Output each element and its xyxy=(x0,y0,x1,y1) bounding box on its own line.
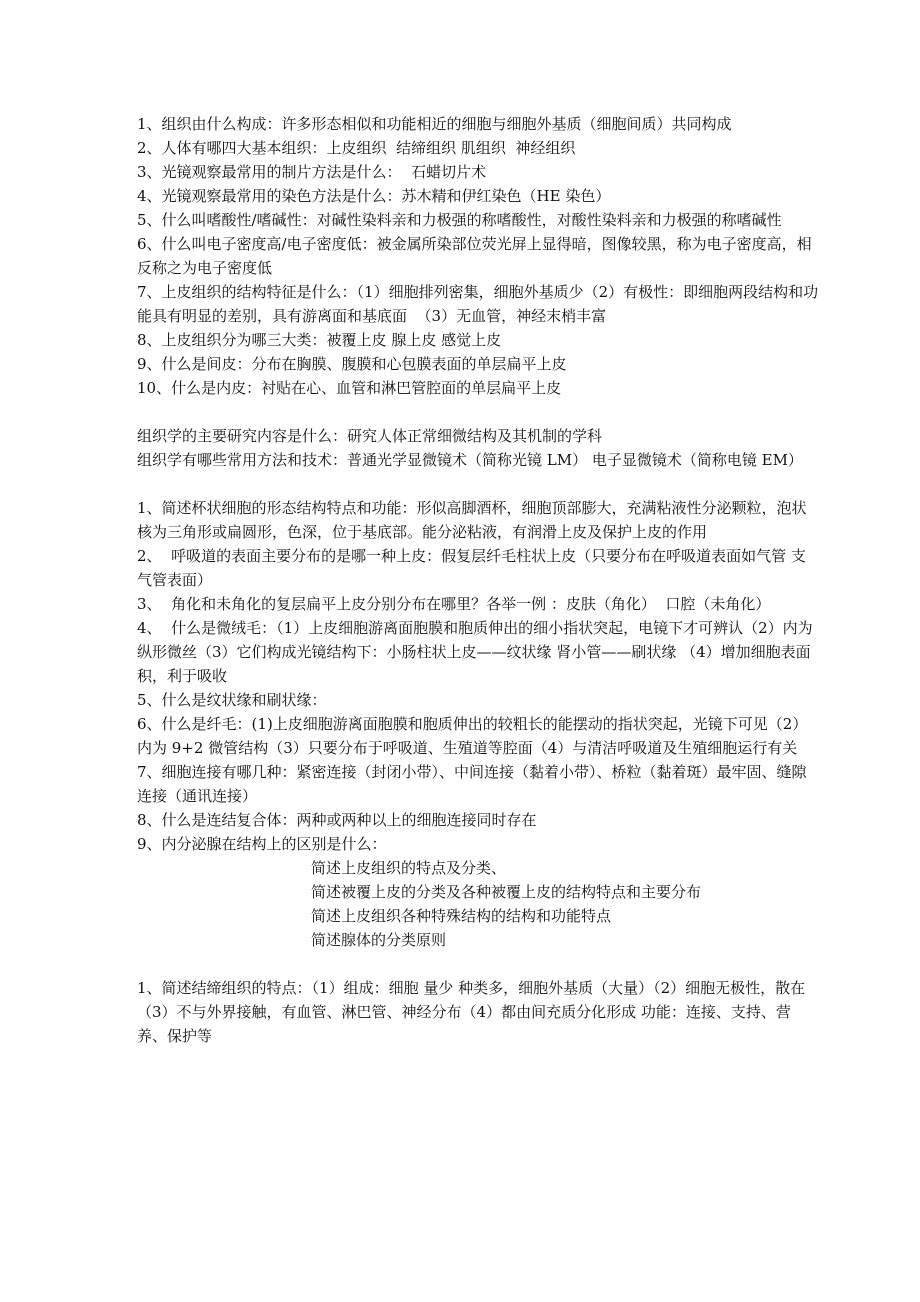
paragraph: 9、什么是间皮：分布在胸膜、腹膜和心包膜表面的单层扁平上皮 xyxy=(137,355,567,373)
paragraph: 2、 呼吸道的表面主要分布的是哪一种上皮：假复层纤毛柱状上皮（只要分布在呼吸道表面如气管 支气管表面） xyxy=(137,547,806,589)
section-epithelium-questions xyxy=(137,496,820,952)
paragraph: 2、人体有哪四大基本组织：上皮组织 结缔组织 肌组织 神经组织 xyxy=(137,139,576,157)
paragraph: 5、什么是纹状缘和刷状缘： xyxy=(137,691,327,709)
blank-line xyxy=(137,472,820,496)
paragraph: 8、上皮组织分为哪三大类：被覆上皮 腺上皮 感觉上皮 xyxy=(137,331,502,349)
paragraph: 7、上皮组织的结构特征是什么：（1）细胞排列密集，细胞外基质少（2）有极性：即细胞两段结构和功能具有明显的差别，具有游离面和基底面 （3）无血管，神经末梢丰富 xyxy=(137,283,819,325)
paragraph: 1、简述结缔组织的特点：（1）组成：细胞 量少 种类多，细胞外基质（大量）（2）细胞无极性，散在（3）不与外界接触，有血管、淋巴管、神经分布（4）都由间充质分化形成 功能：连接、支持、营养、保护等 xyxy=(137,979,806,1045)
indented-question: 简述上皮组织各种特殊结构的结构和功能特点 xyxy=(311,907,612,925)
section-connective-tissue xyxy=(137,976,820,1048)
paragraph: 1、组织由什么构成：许多形态相似和功能相近的细胞与细胞外基质（细胞间质）共同构成 xyxy=(137,115,732,133)
section-histology-overview xyxy=(137,424,820,472)
indented-question: 简述腺体的分类原则 xyxy=(311,931,447,949)
blank-line xyxy=(137,952,820,976)
paragraph: 组织学有哪些常用方法和技术：普通光学显微镜术（简称光镜 LM） 电子显微镜术（简称电镜 EM） xyxy=(137,451,803,469)
paragraph: 9、内分泌腺在结构上的区别是什么： xyxy=(137,835,387,853)
paragraph: 3、光镜观察最常用的制片方法是什么： 石蜡切片术 xyxy=(137,163,487,181)
paragraph: 6、什么是纤毛：(1)上皮细胞游离面胞膜和胞质伸出的较粗长的能摆动的指状突起，光镜下可见（2）内为 9+2 微管结构（3）只要分布于呼吸道、生殖道等腔面（4）与清洁呼吸道及生殖细胞运行有关 xyxy=(137,715,808,757)
paragraph: 6、什么叫电子密度高/电子密度低：被金属所染部位荧光屏上显得暗，图像较黑，称为电子密度高，相反称之为电子密度低 xyxy=(137,235,812,277)
paragraph: 7、细胞连接有哪几种：紧密连接（封闭小带）、中间连接（黏着小带）、桥粒（黏着斑）最牢固、缝隙连接（通讯连接） xyxy=(137,763,807,805)
paragraph: 5、什么叫嗜酸性/嗜碱性：对碱性染料亲和力极强的称嗜酸性，对酸性染料亲和力极强的称嗜碱性 xyxy=(137,211,782,229)
section-basic-concepts xyxy=(137,112,820,400)
paragraph: 1、简述杯状细胞的形态结构特点和功能：形似高脚酒杯，细胞顶部膨大，充满粘液性分泌颗粒，泡状 核为三角形或扁圆形，色深，位于基底部。能分泌粘液，有润滑上皮及保护上皮的作用 xyxy=(137,499,812,541)
paragraph: 4、 什么是微绒毛：（1）上皮细胞游离面胞膜和胞质伸出的细小指状突起，电镜下才可辨认（2）内为纵形微丝（3）它们构成光镜结构下：小肠柱状上皮——纹状缘 肾小管——刷状缘 （4）增加细胞表面积，利于吸收 xyxy=(137,619,813,685)
indented-question: 简述上皮组织的特点及分类、 xyxy=(311,859,507,877)
paragraph: 8、什么是连结复合体：两种或两种以上的细胞连接同时存在 xyxy=(137,811,537,829)
paragraph: 3、 角化和未角化的复层扁平上皮分别分布在哪里？各举一例 ：皮肤（角化） 口腔（未角化） xyxy=(137,595,771,613)
paragraph: 组织学的主要研究内容是什么：研究人体正常细微结构及其机制的学科 xyxy=(137,427,603,445)
indented-question: 简述被覆上皮的分类及各种被覆上皮的结构特点和主要分布 xyxy=(311,883,702,901)
blank-line xyxy=(137,400,820,424)
paragraph: 4、光镜观察最常用的染色方法是什么：苏木精和伊红染色（HE 染色） xyxy=(137,187,611,205)
paragraph: 10、什么是内皮：衬贴在心、血管和淋巴管腔面的单层扁平上皮 xyxy=(137,379,562,397)
